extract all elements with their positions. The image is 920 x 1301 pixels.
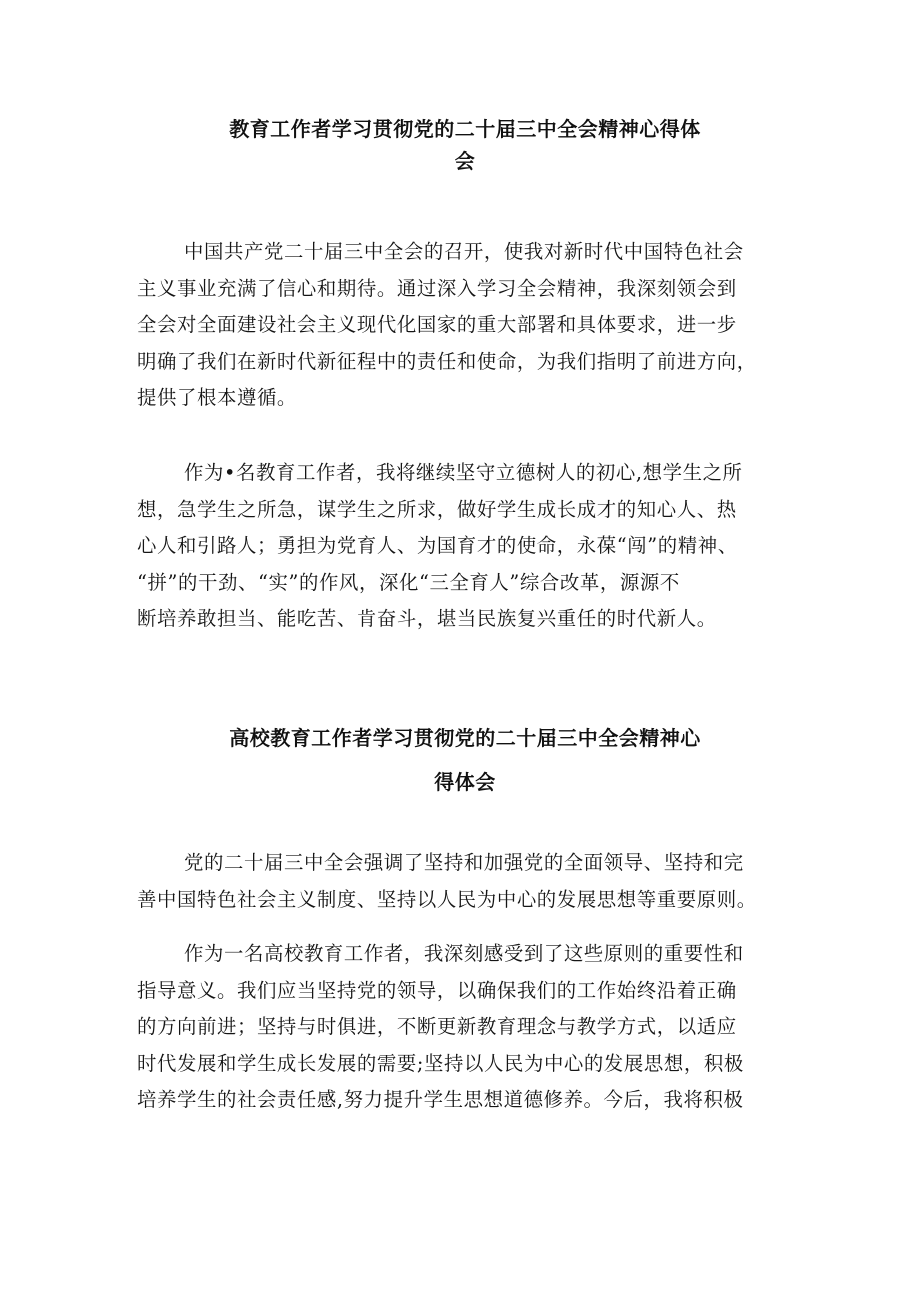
paragraph-line: 善中国特色社会主义制度、坚持以人民为中心的发展思想等重要原则。 xyxy=(137,887,757,911)
paragraph-line: 党的二十届三中全会强调了坚持和加强党的全面领导、坚持和完 xyxy=(184,851,744,874)
paragraph-line: 中国共产党二十届三中全会的召开，使我对新时代中国特色社会 xyxy=(184,240,744,263)
paragraph-line: “拼”的干劲、“实”的作风，深化“三全育人”综合改革，源源不 xyxy=(137,570,680,594)
article2-title-line2: 得体会 xyxy=(434,770,496,794)
article2-paragraph2 xyxy=(137,936,797,1119)
article1-title-line2: 会 xyxy=(454,149,476,173)
article1-paragraph1 xyxy=(137,234,797,417)
paragraph-line: 作为一名高校教育工作者，我深刻感受到了这些原则的重要性和 xyxy=(184,942,744,965)
article1-title xyxy=(140,113,790,177)
paragraph-line: 明确了我们在新时代新征程中的责任和使命，为我们指明了前进方向， xyxy=(137,349,757,373)
article2-title-line1: 高校教育工作者学习贯彻党的二十届三中全会精神心 xyxy=(229,726,701,750)
paragraph-line: 培养学生的社会责任感,努力提升学生思想道德修养。今后，我将积极 xyxy=(137,1088,744,1111)
paragraph-line: 的方向前进；坚持与时俱进，不断更新教育理念与教学方式，以适应 xyxy=(137,1015,737,1038)
article1-title-line1: 教育工作者学习贯彻党的二十届三中全会精神心得体 xyxy=(229,117,701,141)
article2-paragraph1 xyxy=(137,845,797,918)
paragraph-line: 心人和引路人；勇担为党育人、为国育才的使命，永葆“闯”的精神、 xyxy=(137,534,738,557)
paragraph-line: 想，急学生之所急，谋学生之所求，做好学生成长成才的知心人、热 xyxy=(137,497,737,521)
paragraph-line: 提供了根本遵循。 xyxy=(137,386,297,409)
article2-title xyxy=(140,716,790,804)
paragraph-line: 作为•名教育工作者，我将继续坚守立德树人的初心,想学生之所 xyxy=(184,461,743,484)
paragraph-line: 时代发展和学生成长发展的需要;坚持以人民为中心的发展思想，积极 xyxy=(137,1051,744,1075)
paragraph-line: 全会对全面建设社会主义现代化国家的重大部署和具体要求，进一步 xyxy=(137,313,737,336)
article1-paragraph2 xyxy=(137,455,797,638)
paragraph-line: 指导意义。我们应当坚持党的领导，以确保我们的工作始终沿着正确 xyxy=(137,978,737,1002)
paragraph-line: 主义事业充满了信心和期待。通过深入学习全会精神，我深刻领会到 xyxy=(137,276,737,300)
paragraph-line: 断培养敢担当、能吃苦、肯奋斗，堪当民族复兴重任的时代新人。 xyxy=(137,607,717,630)
